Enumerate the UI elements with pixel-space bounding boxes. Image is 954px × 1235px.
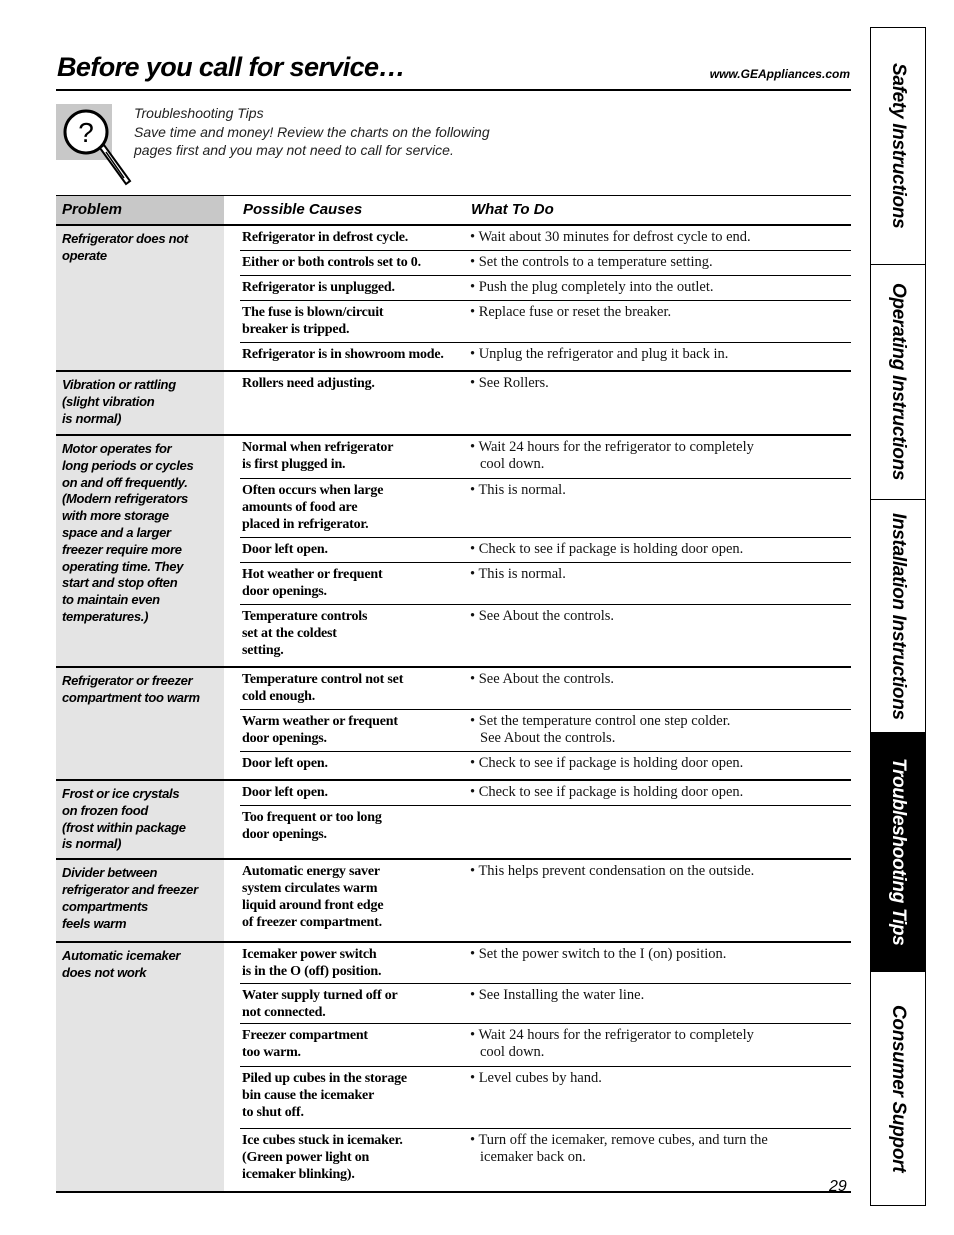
table-body bbox=[56, 226, 851, 1193]
problem-text: Automatic icemaker bbox=[62, 948, 181, 964]
what-to-do bbox=[470, 860, 851, 941]
possible-cause bbox=[240, 860, 470, 941]
cause-text: door openings. bbox=[242, 584, 327, 599]
cause-text: Refrigerator is unplugged. bbox=[242, 280, 395, 295]
what-to-do bbox=[470, 251, 851, 275]
problem-text: Refrigerator or freezer bbox=[62, 673, 193, 688]
cause-text: Icemaker power switch bbox=[242, 947, 377, 963]
todo-text: • See About the controls. bbox=[470, 608, 615, 624]
possible-cause bbox=[240, 343, 470, 370]
problem-text: on frozen food bbox=[62, 802, 149, 818]
table-row bbox=[240, 1024, 851, 1067]
todo-text: • Wait 24 hours for the refrigerator to completely bbox=[470, 439, 754, 455]
tab-safety-instructions[interactable] bbox=[871, 28, 925, 265]
todo-text: • See About the controls. bbox=[470, 671, 615, 687]
possible-cause bbox=[240, 943, 470, 983]
tab-label: Consumer Support bbox=[888, 1004, 909, 1173]
todo-text: • Level cubes by hand. bbox=[470, 1070, 602, 1087]
problem-cell bbox=[56, 668, 224, 779]
problem-text: temperatures.) bbox=[62, 608, 149, 624]
cause-text: Rollers need adjusting. bbox=[242, 376, 375, 391]
problem-text: compartment too warm bbox=[62, 689, 200, 705]
possible-cause bbox=[240, 538, 470, 562]
cause-text: system circulates warm bbox=[242, 881, 378, 897]
todo-text: • Unplug the refrigerator and plug it back in. bbox=[470, 346, 729, 362]
problem-group bbox=[56, 668, 851, 781]
problem-group bbox=[56, 436, 851, 668]
todo-text: cool down. bbox=[480, 1044, 545, 1061]
tab-label: Safety Instructions bbox=[888, 63, 909, 229]
what-to-do bbox=[470, 276, 851, 300]
possible-cause bbox=[240, 806, 470, 858]
what-to-do bbox=[470, 984, 851, 1023]
problem-group bbox=[56, 860, 851, 943]
website-url[interactable]: www.GEAppliances.com bbox=[709, 67, 850, 81]
possible-cause bbox=[240, 1067, 470, 1128]
problem-cell bbox=[56, 226, 224, 370]
possible-cause bbox=[240, 301, 470, 342]
problem-group bbox=[56, 943, 851, 1193]
table-row bbox=[240, 479, 851, 538]
header-what-to-do: What To Do bbox=[471, 201, 554, 218]
section-tabs bbox=[870, 27, 926, 1206]
tab-label: Installation Instructions bbox=[888, 512, 909, 720]
possible-cause bbox=[240, 1129, 470, 1191]
what-to-do bbox=[470, 806, 851, 858]
table-row bbox=[240, 436, 851, 479]
todo-text: • Check to see if package is holding door open. bbox=[470, 541, 744, 557]
possible-cause bbox=[240, 668, 470, 709]
possible-cause bbox=[240, 752, 470, 779]
cause-text: too warm. bbox=[242, 1045, 301, 1061]
problem-text: Frost or ice crystals bbox=[62, 786, 180, 801]
todo-text: • Wait about 30 minutes for defrost cycle to end. bbox=[470, 229, 751, 245]
cause-text: Temperature control not set bbox=[242, 672, 404, 687]
tab-installation-instructions[interactable] bbox=[871, 500, 925, 733]
cause-text: amounts of food are bbox=[242, 500, 358, 515]
todo-text: • Wait 24 hours for the refrigerator to completely bbox=[470, 1027, 754, 1044]
what-to-do bbox=[470, 710, 851, 751]
problem-text: on and off frequently. bbox=[62, 474, 188, 490]
problem-text: Divider between bbox=[62, 865, 158, 881]
svg-text:?: ? bbox=[78, 117, 94, 148]
cause-text: bin cause the icemaker bbox=[242, 1088, 375, 1104]
problem-text: start and stop often bbox=[62, 575, 178, 591]
page-title: Before you call for service… bbox=[57, 52, 405, 82]
what-to-do bbox=[470, 538, 851, 562]
problem-text: is normal) bbox=[62, 410, 122, 426]
cause-text: placed in refrigerator. bbox=[242, 517, 369, 532]
problem-text: compartments bbox=[62, 898, 148, 914]
cause-text: Warm weather or frequent bbox=[242, 714, 398, 729]
table-row bbox=[240, 276, 851, 301]
cause-text: Door left open. bbox=[242, 542, 328, 557]
what-to-do bbox=[470, 605, 851, 666]
todo-text: • Replace fuse or reset the breaker. bbox=[470, 304, 672, 320]
problem-text: (slight vibration bbox=[62, 393, 155, 409]
table-row bbox=[240, 301, 851, 343]
cause-text: of freezer compartment. bbox=[242, 915, 382, 931]
problem-text: refrigerator and freezer bbox=[62, 881, 198, 897]
question-magnifier-icon bbox=[56, 104, 136, 190]
cause-text: liquid around front edge bbox=[242, 898, 384, 914]
cause-text: Often occurs when large bbox=[242, 483, 384, 498]
problem-text: Vibration or rattling bbox=[62, 377, 176, 392]
problem-text: freezer require more bbox=[62, 541, 182, 557]
todo-text: • Check to see if package is holding door open. bbox=[470, 755, 744, 771]
what-to-do bbox=[470, 301, 851, 342]
todo-text: icemaker back on. bbox=[480, 1149, 586, 1166]
table-row bbox=[240, 806, 851, 858]
what-to-do bbox=[470, 479, 851, 537]
cause-text: Refrigerator is in showroom mode. bbox=[242, 347, 444, 362]
problem-text: space and a larger bbox=[62, 524, 171, 540]
table-row bbox=[240, 1129, 851, 1191]
tab-troubleshooting-tips[interactable] bbox=[871, 733, 925, 972]
todo-text: • See Installing the water line. bbox=[470, 987, 645, 1004]
todo-text: • Set the controls to a temperature setting. bbox=[470, 254, 713, 270]
table-row bbox=[240, 538, 851, 563]
cause-text: to shut off. bbox=[242, 1105, 304, 1121]
problem-text: with more storage bbox=[62, 508, 169, 524]
tab-consumer-support[interactable] bbox=[871, 972, 925, 1205]
cause-text: is first plugged in. bbox=[242, 457, 346, 472]
cause-text: Piled up cubes in the storage bbox=[242, 1071, 407, 1087]
header-possible-causes: Possible Causes bbox=[243, 201, 363, 218]
what-to-do bbox=[470, 436, 851, 478]
what-to-do bbox=[470, 343, 851, 370]
header-problem: Problem bbox=[62, 201, 123, 218]
problem-cell bbox=[56, 436, 224, 666]
cause-text: set at the coldest bbox=[242, 626, 337, 641]
todo-text: • This helps prevent condensation on the outside. bbox=[470, 863, 755, 880]
cause-text: setting. bbox=[242, 643, 284, 658]
table-row bbox=[240, 372, 851, 434]
what-to-do bbox=[470, 563, 851, 604]
table-row bbox=[240, 343, 851, 370]
what-to-do bbox=[470, 668, 851, 709]
possible-cause bbox=[240, 781, 470, 805]
possible-cause bbox=[240, 226, 470, 250]
problem-text: long periods or cycles bbox=[62, 457, 194, 473]
table-row bbox=[240, 752, 851, 779]
troubleshooting-table bbox=[56, 195, 851, 1193]
cause-text: Either or both controls set to 0. bbox=[242, 255, 421, 270]
todo-text: • Check to see if package is holding door open. bbox=[470, 784, 744, 800]
problem-group bbox=[56, 372, 851, 436]
problem-cell bbox=[56, 781, 224, 858]
possible-cause bbox=[240, 436, 470, 478]
todo-text: • Push the plug completely into the outlet. bbox=[470, 279, 714, 295]
todo-text: cool down. bbox=[480, 456, 545, 472]
table-row bbox=[240, 251, 851, 276]
title-rule bbox=[56, 89, 851, 91]
problem-text: operate bbox=[62, 247, 107, 263]
table-row bbox=[240, 1067, 851, 1129]
cause-text: door openings. bbox=[242, 827, 327, 842]
table-row bbox=[240, 710, 851, 752]
problem-cell bbox=[56, 860, 224, 941]
cause-text: Refrigerator in defrost cycle. bbox=[242, 230, 409, 245]
cause-text: Normal when refrigerator bbox=[242, 440, 394, 455]
cause-text: icemaker blinking). bbox=[242, 1167, 355, 1183]
cause-text: is in the O (off) position. bbox=[242, 964, 382, 980]
problem-text: Motor operates for bbox=[62, 441, 172, 456]
cause-text: Water supply turned off or bbox=[242, 988, 398, 1004]
table-row bbox=[240, 860, 851, 941]
todo-text: • See Rollers. bbox=[470, 375, 549, 391]
cause-text: Door left open. bbox=[242, 785, 328, 800]
cause-text: door openings. bbox=[242, 731, 327, 746]
tab-label: Troubleshooting Tips bbox=[888, 758, 909, 946]
problem-group bbox=[56, 226, 851, 372]
tab-operating-instructions[interactable] bbox=[871, 265, 925, 500]
todo-text: • This is normal. bbox=[470, 482, 566, 498]
possible-cause bbox=[240, 1024, 470, 1066]
page-number: 29 bbox=[829, 1178, 847, 1195]
intro-line: Troubleshooting Tips bbox=[134, 105, 264, 121]
cause-text: Freezer compartment bbox=[242, 1028, 368, 1044]
problem-group bbox=[56, 781, 851, 860]
possible-cause bbox=[240, 563, 470, 604]
table-row bbox=[240, 605, 851, 666]
problem-text: operating time. They bbox=[62, 558, 184, 574]
tab-label: Operating Instructions bbox=[888, 283, 909, 481]
possible-cause bbox=[240, 984, 470, 1023]
todo-text: See About the controls. bbox=[480, 730, 616, 746]
problem-text: (Modern refrigerators bbox=[62, 491, 188, 507]
cause-text: Too frequent or too long bbox=[242, 810, 382, 825]
cause-text: (Green power light on bbox=[242, 1150, 370, 1166]
table-row bbox=[240, 226, 851, 251]
problem-text: does not work bbox=[62, 964, 147, 980]
todo-text: • Turn off the icemaker, remove cubes, and turn the bbox=[470, 1132, 768, 1149]
cause-text: Temperature controls bbox=[242, 609, 368, 624]
cause-text: cold enough. bbox=[242, 689, 316, 704]
what-to-do bbox=[470, 1024, 851, 1066]
cause-text: The fuse is blown/circuit bbox=[242, 305, 384, 320]
table-header bbox=[56, 195, 851, 226]
todo-text: • This is normal. bbox=[470, 566, 566, 582]
what-to-do bbox=[470, 226, 851, 250]
table-row bbox=[240, 563, 851, 605]
cause-text: Door left open. bbox=[242, 756, 328, 771]
todo-text: • Set the power switch to the I (on) position. bbox=[470, 946, 727, 963]
problem-text: feels warm bbox=[62, 915, 127, 931]
problem-cell bbox=[56, 943, 224, 1191]
possible-cause bbox=[240, 276, 470, 300]
table-row bbox=[240, 943, 851, 984]
cause-text: not connected. bbox=[242, 1005, 326, 1021]
what-to-do bbox=[470, 1067, 851, 1128]
what-to-do bbox=[470, 752, 851, 779]
problem-text: to maintain even bbox=[62, 592, 160, 608]
cause-text: Hot weather or frequent bbox=[242, 567, 383, 582]
table-row bbox=[240, 781, 851, 806]
intro-line: Save time and money! Review the charts on the following bbox=[134, 123, 490, 140]
intro-line: pages first and you may not need to call for service. bbox=[134, 142, 454, 158]
cause-text: Ice cubes stuck in icemaker. bbox=[242, 1133, 403, 1149]
problem-text: (frost within package bbox=[62, 819, 186, 835]
possible-cause bbox=[240, 372, 470, 434]
possible-cause bbox=[240, 605, 470, 666]
cause-text: breaker is tripped. bbox=[242, 322, 350, 337]
table-row bbox=[240, 984, 851, 1024]
what-to-do bbox=[470, 781, 851, 805]
possible-cause bbox=[240, 710, 470, 751]
todo-text: • Set the temperature control one step colder. bbox=[470, 713, 731, 729]
possible-cause bbox=[240, 251, 470, 275]
troubleshooting-intro bbox=[134, 104, 490, 160]
table-row bbox=[240, 668, 851, 710]
problem-text: Refrigerator does not bbox=[62, 231, 188, 246]
problem-cell bbox=[56, 372, 224, 434]
what-to-do bbox=[470, 943, 851, 983]
problem-text: is normal) bbox=[62, 836, 122, 852]
what-to-do bbox=[470, 372, 851, 434]
possible-cause bbox=[240, 479, 470, 537]
what-to-do bbox=[470, 1129, 851, 1191]
cause-text: Automatic energy saver bbox=[242, 864, 380, 880]
